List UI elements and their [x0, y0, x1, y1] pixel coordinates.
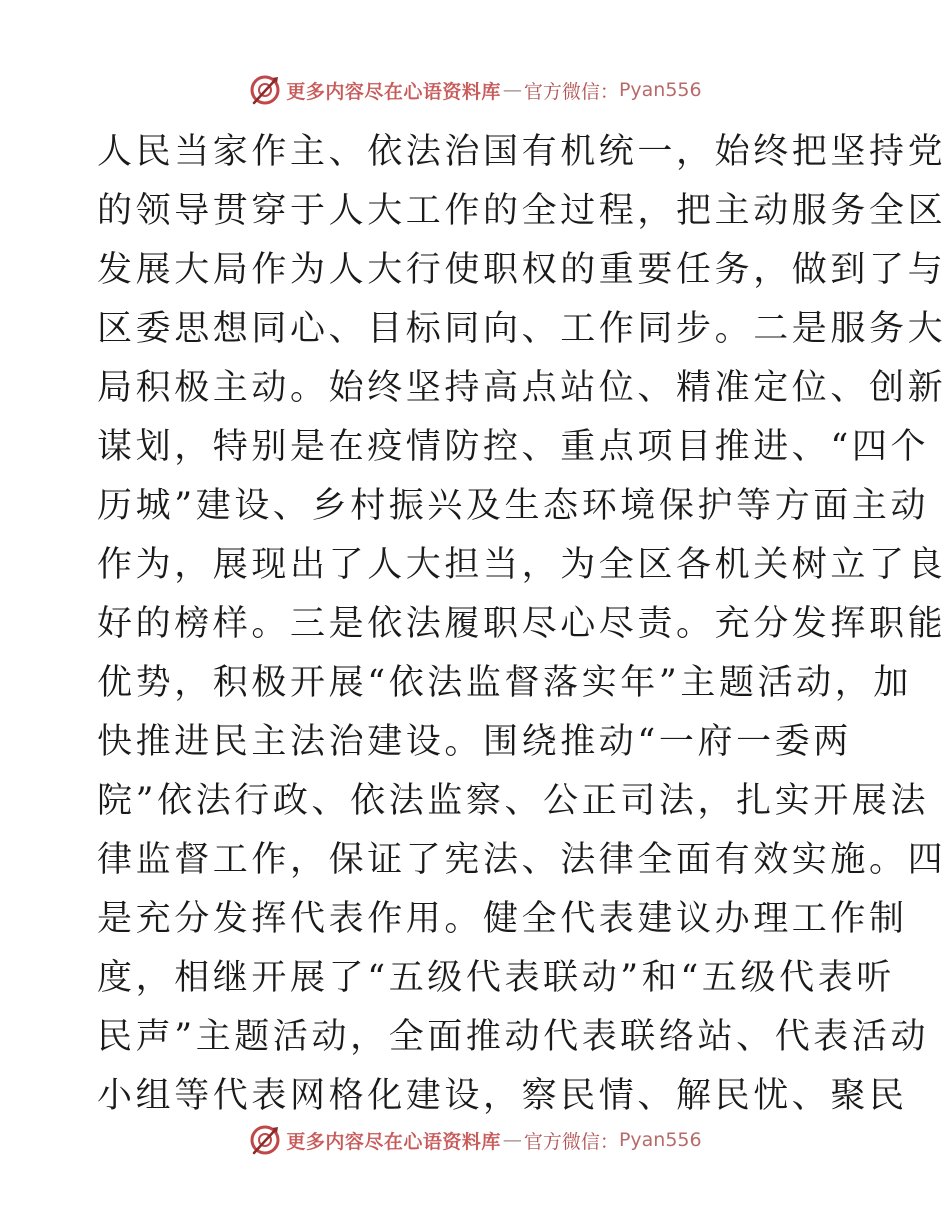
- text-line: 历城”建设、乡村振兴及生态环境保护等方面主动: [97, 486, 930, 526]
- banner-wechat-label: 官方微信：: [523, 1130, 619, 1153]
- banner-wechat-id: Pyan556: [618, 1129, 702, 1151]
- footer-watermark: [0, 1120, 950, 1160]
- text-line: 作为，展现出了人大担当，为全区各机关树立了良: [97, 545, 947, 585]
- text-line: 是充分发挥代表作用。健全代表建议办理工作制: [97, 899, 908, 939]
- banner-brand-text: 更多内容尽在心语资料库: [286, 80, 501, 103]
- text-line: 律监督工作，保证了宪法、法律全面有效实施。四: [97, 840, 947, 880]
- text-line: 度，相继开展了“五级代表联动”和“五级代表听: [97, 958, 895, 998]
- banner-wechat-id: Pyan556: [618, 79, 702, 101]
- logo-icon: [248, 73, 282, 107]
- banner-dash: —: [502, 1129, 522, 1151]
- text-line: 人民当家作主、依法治国有机统一，始终把坚持党: [97, 132, 947, 172]
- text-line: 小组等代表网格化建设，察民情、解民忧、聚民: [97, 1076, 908, 1116]
- banner-brand-text: 更多内容尽在心语资料库: [286, 1130, 501, 1153]
- text-line: 院”依法行政、依法监察、公正司法，扎实开展法: [97, 781, 930, 821]
- banner-wechat-label: 官方微信：: [523, 80, 619, 103]
- text-line: 发展大局作为人大行使职权的重要任务，做到了与: [97, 250, 947, 290]
- header-watermark: [0, 70, 950, 110]
- text-line: 好的榜样。三是依法履职尽心尽责。充分发挥职能: [97, 604, 947, 644]
- text-line: 优势，积极开展“依法监督落实年”主题活动，加: [97, 663, 912, 703]
- logo-icon: [248, 1123, 282, 1157]
- text-line: 区委思想同心、目标同向、工作同步。二是服务大: [97, 309, 947, 349]
- banner-dash: —: [502, 79, 522, 101]
- text-line: 的领导贯穿于人大工作的全过程，把主动服务全区: [97, 191, 947, 231]
- text-line: 谋划，特别是在疫情防控、重点项目推进、“四个: [97, 427, 930, 467]
- text-line: 民声”主题活动，全面推动代表联络站、代表活动: [97, 1017, 930, 1057]
- text-line: 局积极主动。始终坚持高点站位、精准定位、创新: [97, 368, 947, 408]
- document-body: [97, 123, 947, 1126]
- text-line: 快推进民主法治建设。围绕推动“一府一委两: [97, 722, 852, 762]
